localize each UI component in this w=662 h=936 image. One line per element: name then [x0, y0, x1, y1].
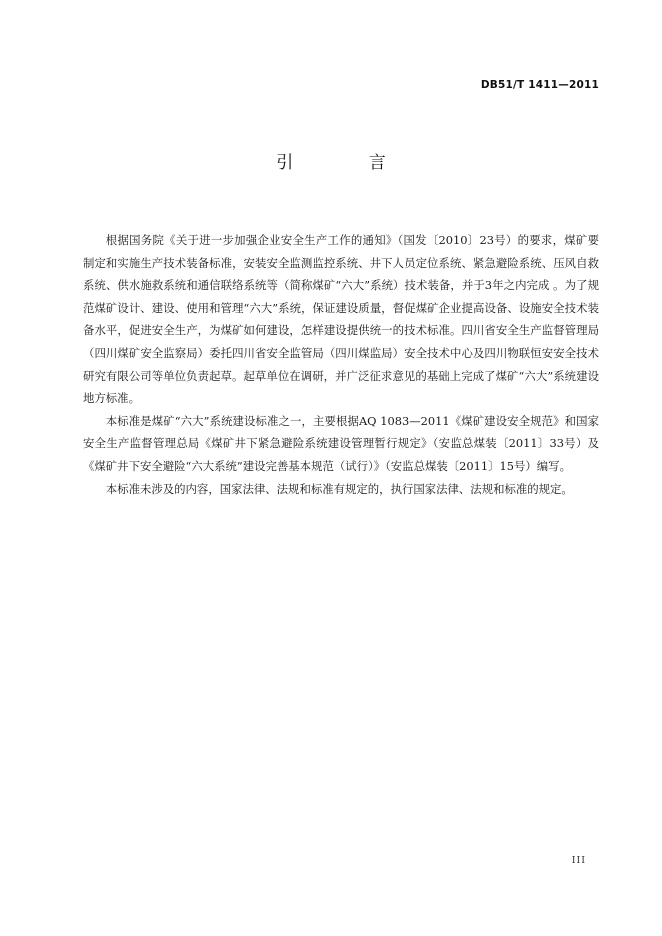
standard-code: DB51/T 1411—2011 — [480, 79, 599, 91]
body-text — [83, 229, 599, 500]
paragraph-3: 本标准未涉及的内容，国家法律、法规和标准有规定的，执行国家法律、法规和标准的规定。 — [105, 481, 573, 496]
page-title: 引 言 — [276, 153, 421, 173]
page-number: III — [571, 855, 586, 866]
paragraph-2: 本标准是煤矿“六大”系统建设标准之一，主要根据AQ 1083—2011《煤矿建设安全规范》和国家安全生产监督管理总局《煤矿井下紧急避险系统建设管理暂行规定》（安监总煤装〔2011〕33号）及《煤矿井下安全避险“六大系统”建设完善基本规范（试行）》（安监总煤装〔2011〕15号）编写。 — [83, 413, 599, 473]
paragraph-1: 根据国务院《关于进一步加强企业安全生产工作的通知》（国发〔2010〕23号）的要求，煤矿要制定和实施生产技术装备标准，安装安全监测监控系统、井下人员定位系统、紧急避险系统、压风自救系统、供水施救系统和通信联络系统等（简称煤矿“六大”系统）技术装备，并于3年之内完成 。为了规范煤矿设计、建设、使用和管理“六大”系统，保证建设质量，督促煤矿企业提高设备、设施安全技术装备水平，促进安全生产，为煤矿如何建设，怎样建设提供统一的技术标准。四川省安全生产监督管理局（四川煤矿安全监察局）委托四川省安全监管局（四川煤监局）安全技术中心及四川物联恒安安全技术研究有限公司等单位负责起草。起草单位在调研，并广泛征求意见的基础上完成了煤矿“六大”系统建设地方标准。 — [83, 233, 599, 406]
